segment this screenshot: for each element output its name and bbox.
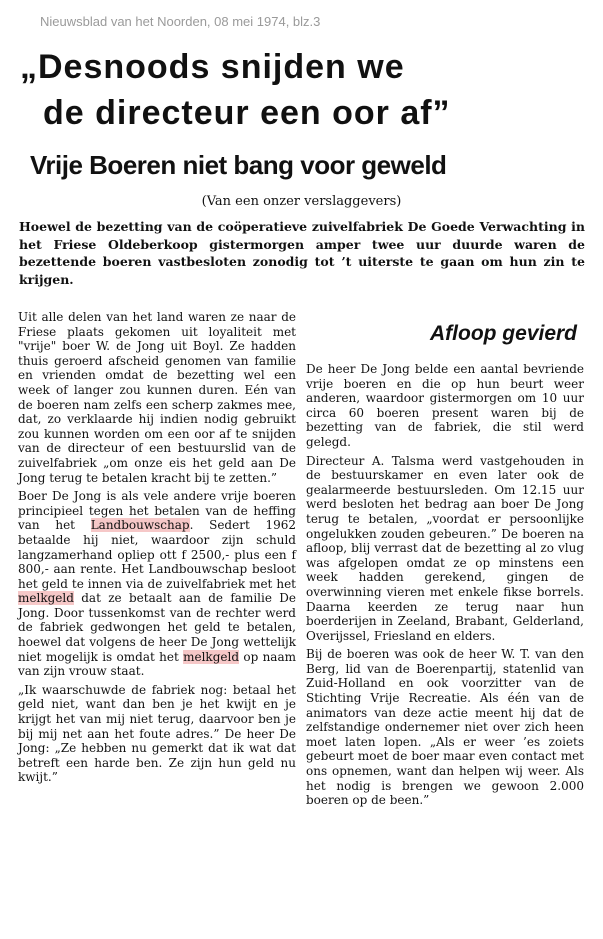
section-heading: Afloop gevierd <box>430 322 578 345</box>
highlight-melkgeld: melkgeld <box>18 591 74 606</box>
headline-line-1: „Desnoods snijden we <box>20 48 405 86</box>
subheadline: Vrije Boeren niet bang voor geweld <box>30 150 447 180</box>
right-paragraph-1: De heer De Jong belde een aantal bevriende vrije boeren en die op hun beurt weer anderen, waardoor gistermorgen om 10 uur circa 60 boeren present waren bij de bezetting van de fabriek, die stil werd gelegd. <box>306 362 584 449</box>
headline-line-2: de directeur een oor af” <box>43 94 451 132</box>
intro-paragraph: Hoewel de bezetting van de coöperatieve zuivelfabriek De Goede Verwachting in het Friese Oldeberkoop gistermorgen amper twee uur duurde waren de bezettende boeren vastbesloten zonodig tot ’t uiterste te gaan om hun zin te krijgen. <box>19 219 585 287</box>
left-paragraph-1: Uit alle delen van het land waren ze naar de Friese plaats gekomen uit loyaliteit met "vrije" boer W. de Jong uit Boyl. Ze hadden thuis geroerd afscheid genomen van familie en vrienden omdat de bezetting wel een week of langer zou kunnen duren. Eén van de boeren nam zelfs een scherp zakmes mee, dat, zo verklaarde hij indien nodig gebruikt zou kunnen worden om een oor af te snijden van de directeur of een bestuurslid van de zuivelfabriek „om onze eis het geld aan De Jong terug te betalen kracht bij te zetten.” <box>18 310 296 485</box>
text-run: Boer De Jong is als vele andere vrije boeren principieel tegen het betalen van de heffing van het <box>18 489 296 533</box>
right-paragraph-3: Bij de boeren was ook de heer W. T. van den Berg, lid van de Boerenpartij, statenlid van Zuid-Holland en ook voorzitter van de Stichting Vrije Recreatie. Als één van de animators van deze actie meent hij dat de zelfstandige ondernemer niet over zich heen moet laten lopen. „Als er weer ’es zoiets gebeurt moet de boer maar even contact met ons opnemen, want dan helpen wij weer. Als het nodig is brengen we gewoon 2.000 boeren op de been.” <box>306 647 584 808</box>
left-paragraph-3: „Ik waarschuwde de fabriek nog: betaal het geld niet, want dan ben je het kwijt en je krijgt het van mij niet terug, daarvoor ben je bij mij net aan het foute adres.” De heer De Jong: „Ze hebben nu gemerkt dat ik wat dat betreft een harde ben. Ze zijn hun geld nu kwijt.” <box>18 682 296 785</box>
text-run: op naam van zijn vrouw staat. <box>18 649 296 679</box>
highlight-landbouwschap: Landbouwschap <box>90 518 190 533</box>
right-paragraph-2: Directeur A. Talsma werd vastgehouden in de bestuurskamer en even later ook de gealarmeerde bestuursleden. Om 12.15 uur werd besloten het bedrag aan boer De Jong terug te betalen, „voordat er persoonlijke ongelukken zouden gebeuren.” De boeren na afloop, blij verrast dat de bezetting al zo vlug was afgelopen omdat ze op minstens een week hadden gerekend, gingen de overwinning vieren met enkele fikse borrels. Daarna keerden ze terug naar hun boerderijen in Zeeland, Brabant, Gelderland, Overijssel, Friesland en elders. <box>306 453 584 643</box>
byline: (Van een onzer verslaggevers) <box>201 194 402 209</box>
text-run: dat ze betaalt aan de familie De Jong. Door tussenkomst van de rechter werd de fabriek gedwongen het geld te betalen, hoewel dat volgens de heer De Jong wettelijk niet mogelijk is omdat het <box>18 591 296 664</box>
left-column <box>18 310 296 789</box>
highlight-melkgeld: melkgeld <box>183 649 240 664</box>
text-run: . Sedert 1962 betaalde hij niet, waardoor zijn schuld langzamerhand opliep ott f 2500,- plus een f 800,- aan rente. Het Landbouwschap besloot het geld te innen via de zuivelfabriek met het <box>18 518 296 591</box>
source-caption: Nieuwsblad van het Noorden, 08 mei 1974, blz.3 <box>40 14 321 29</box>
left-paragraph-2 <box>18 489 296 679</box>
right-column <box>306 362 584 812</box>
